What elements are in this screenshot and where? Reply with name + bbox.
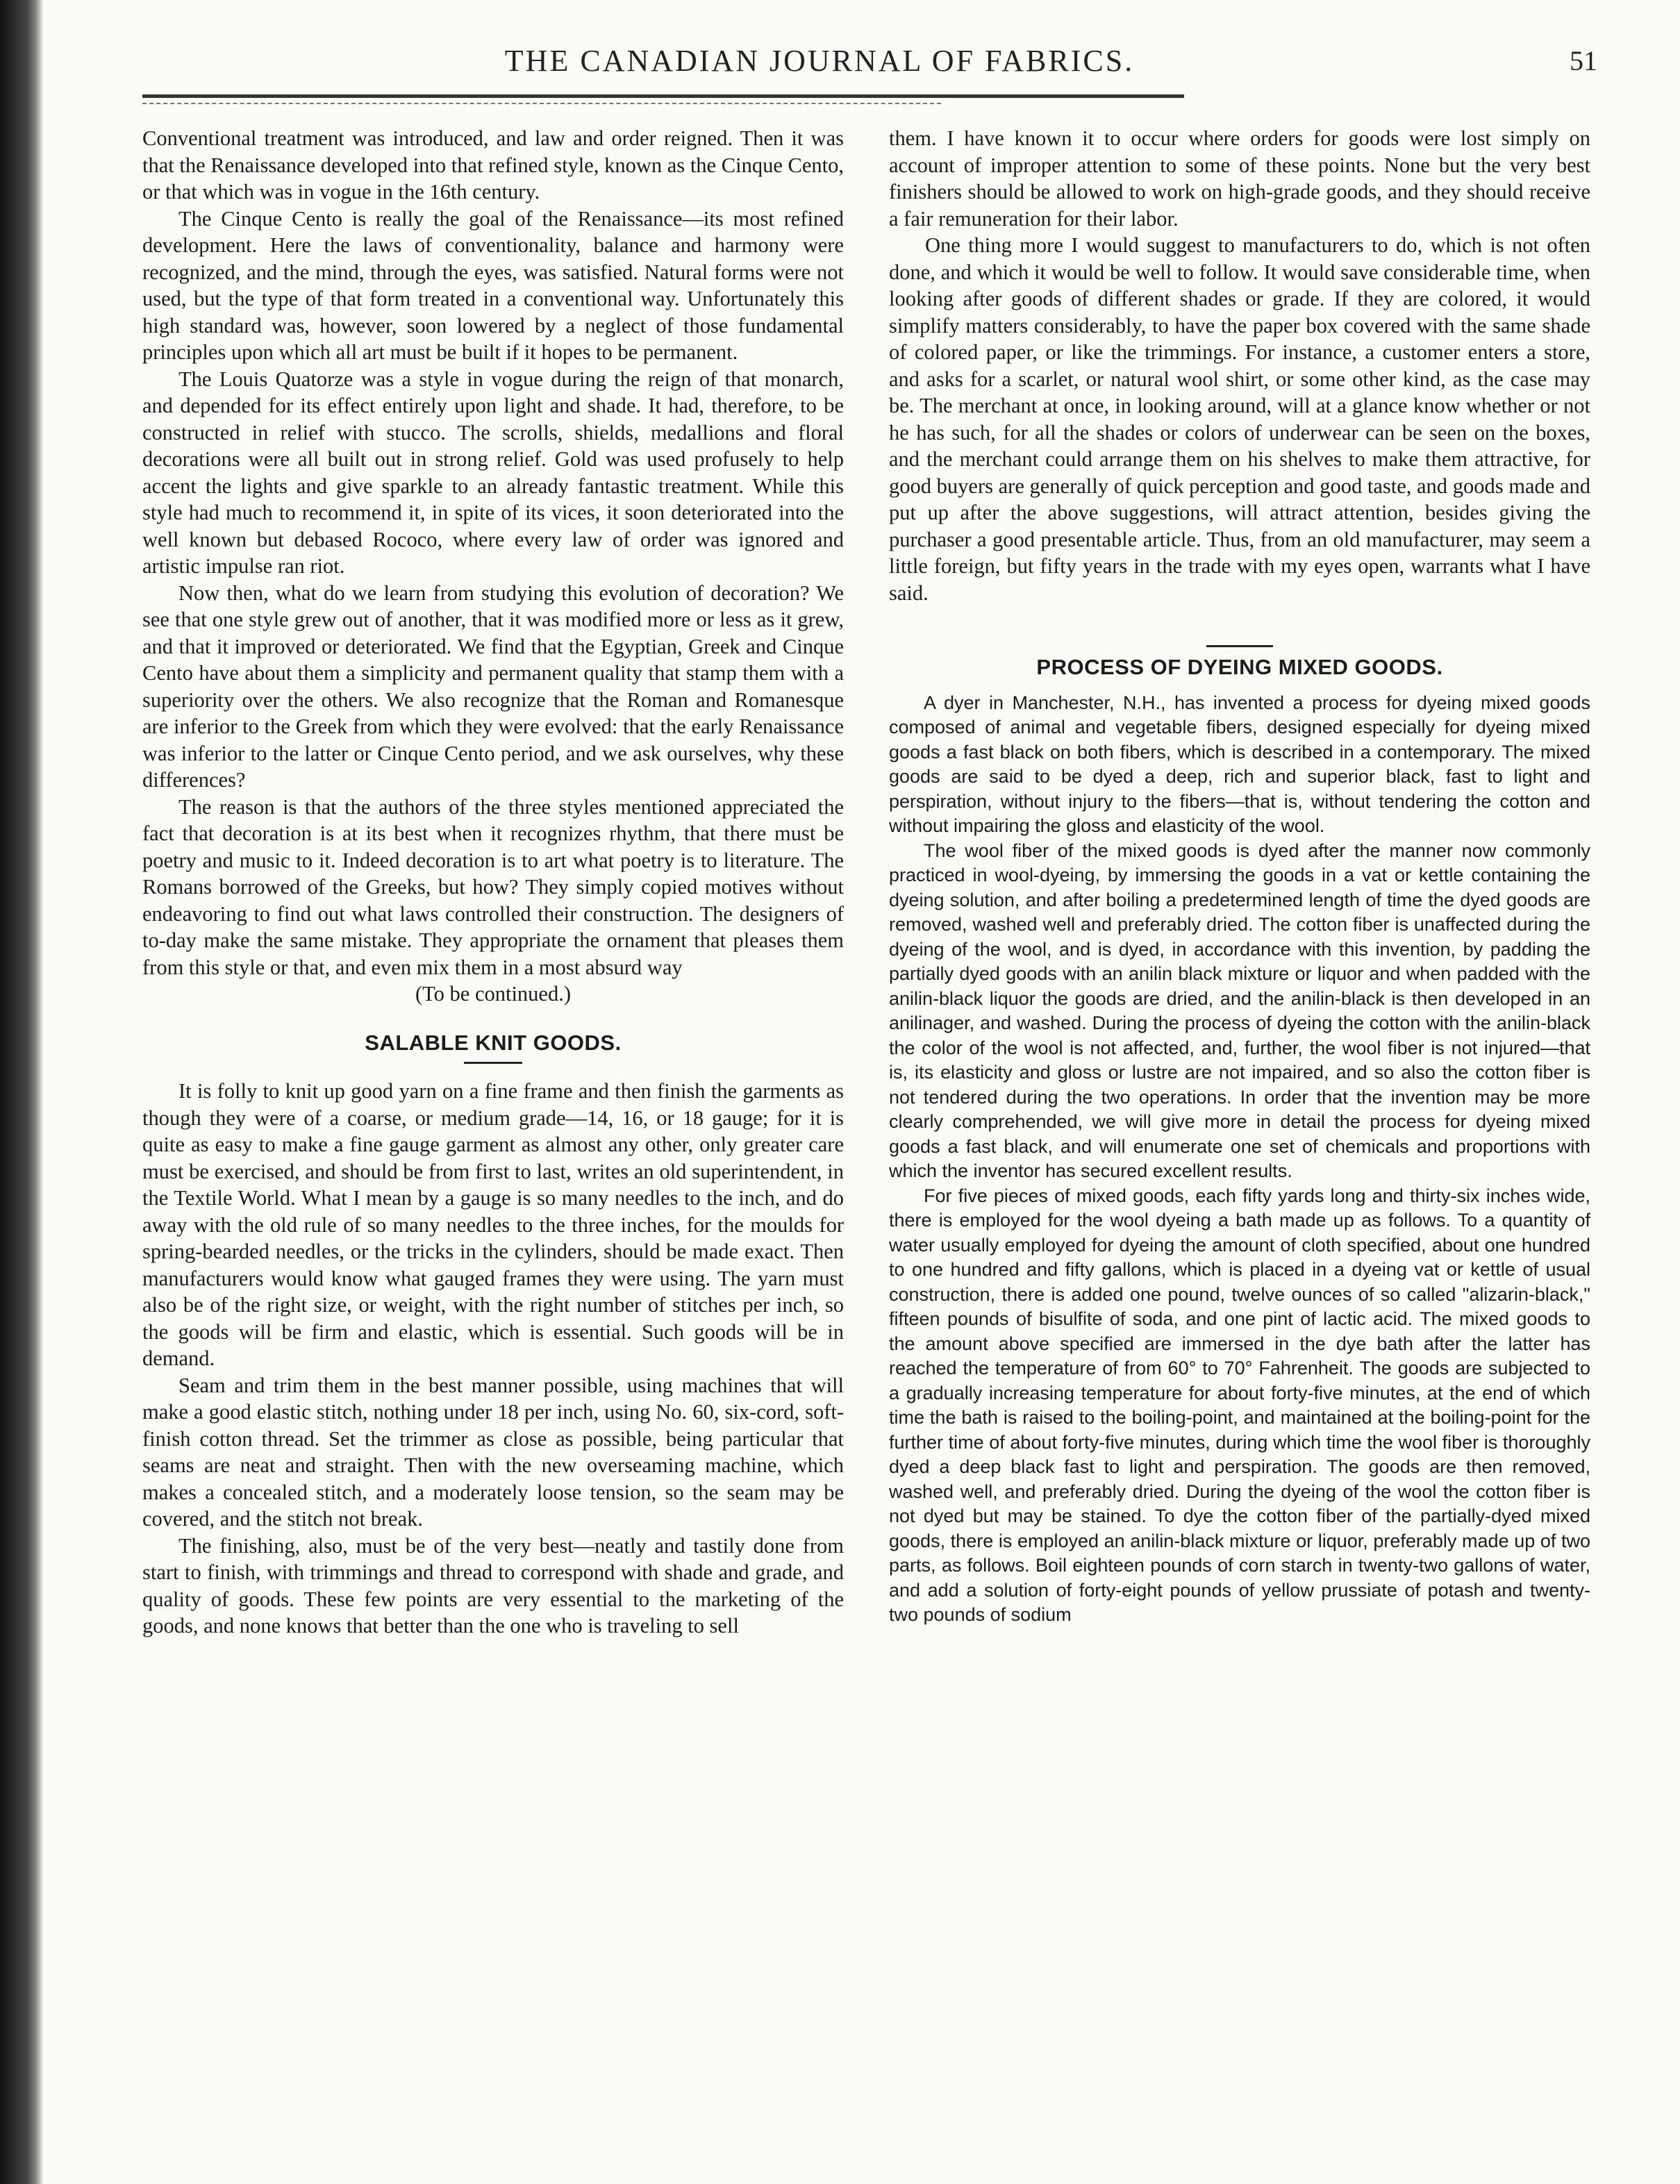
paragraph: A dyer in Manchester, N.H., has invented a process for dyeing mixed goods composed of animal and vegetable fibers, designed especially for dyeing mixed goods a fast black on both fibers, which is described in a contemporary. The mixed goods are said to be dyed a deep, rich and superior black, fast to light and perspiration, without injury to the fibers—that is, without tendering the cotton and without impairing the gloss and elasticity of the wool. [889,692,1590,836]
paragraph: The wool fiber of the mixed goods is dyed after the manner now commonly practiced in wool-dyeing, by immersing the goods in a vat or kettle containing the dyeing solution, and after boiling a predetermined length of time the dyed goods are removed, washed well and preferably dried. The cotton fiber is unaffected during the dyeing of the wool, and is dyed, in accordance with this invention, by padding the partially dyed goods with an anilin black mixture or liquor and when padded with the anilin-black liquor the goods are dried, and the anilin-black is then developed in an anilinager, and washed. During the process of dyeing the cotton with the anilin-black the color of the wool is not affected, and, further, the wool fiber is not injured—that is, its elasticity and gloss or lustre are not impaired, and so also the cotton fiber is not tendered during the two operations. In order that the invention may be more clearly comprehended, we will give more in detail the process for dyeing mixed goods a fast black, and will enumerate one set of chemicals and proportions with which the inventor has secured excellent results. [889,840,1590,1181]
page-number: 51 [1570,45,1597,76]
page-header [125,40,1597,82]
paragraph: Now then, what do we learn from studying this evolution of decoration? We see that one style grew out of another, that it was modified more or less as it grew, and that it improved or deteriorated. We find that the Egyptian, Greek and Cinque Cento have about them a simplicity and permanent quality that stamp them with a superiority over the others. We also recognize that the Roman and Romanesque are inferior to the Greek from which they were evolved: that the early Renaissance was inferior to the latter or Cinque Cento period, and we ask ourselves, why these differences? [142,581,844,792]
paragraph: For five pieces of mixed goods, each fifty yards long and thirty-six inches wide, there is employed for the wool dyeing a bath made up as follows. To a quantity of water usually employed for dyeing the amount of cloth specified, about one hundred to one hundred and fifty gallons, which is placed in a dyeing vat or kettle of usual construction, there is added one pound, twelve ounces of so called "alizarin-black," fifteen pounds of bisulfite of soda, and one pint of lactic acid. The mixed goods to the amount above specified are immersed in the dye bath after the latter has reached the temperature of from 60° to 70° Fahrenheit. The goods are subjected to a gradually increasing temperature for about forty-five minutes, at the end of which time the bath is raised to the boiling-point, and maintained at the boiling-point for the further time of about forty-five minutes, during which time the wool fiber is thoroughly dyed a deep black fast to light and perspiration. The goods are then removed, washed well, and preferably dried. During the dyeing of the wool the cotton fiber is not dyed but may be stained. To dye the cotton fiber of the partially-dyed mixed goods, there is employed an anilin-black mixture or liquor, preferably made up of two parts, as follows. Boil eighteen pounds of corn starch in twenty-two gallons of water, and add a solution of forty-eight pounds of yellow prussiate of potash and twenty-two pounds of sodium [889,1185,1590,1625]
paragraph: Seam and trim them in the best manner possible, using machines that will make a good elastic stitch, nothing under 18 per inch, using No. 60, six-cord, soft-finish cotton thread. Set the trimmer as close as possible, being particular that seams are neat and straight. Then with the new overseaming machine, which makes a concealed stitch, and a moderately loose tension, so the seam may be covered, and the stitch not break. [142,1373,844,1531]
article-title-process-of-dyeing: PROCESS OF DYEING MIXED GOODS. [1036,655,1443,679]
header-rule [142,94,1184,98]
paragraph: The reason is that the authors of the three styles mentioned appreciated the fact that decoration is at its best when it recognizes rhythm, that there must be poetry and music to it. Indeed decoration is to art what poetry is to literature. The Romans borrowed of the Greeks, but how? They simply copied motives without endeavoring to find out what laws controlled their construction. The designers of to-day make the same mistake. They appropriate the ornament that pleases them from this style or that, and even mix them in a most absurd way [142,794,844,979]
dyeing-article-body [889,691,1590,1628]
scan-edge [0,0,43,2184]
paragraph: Conventional treatment was introduced, and law and order reigned. Then it was that the Renaissance developed into that refined style, known as the Cinque Cento, or that which was in vogue in the 16th century. [142,126,844,203]
paragraph: One thing more I would suggest to manufacturers to do, which is not often done, and which it would be well to follow. It would save considerable time, when looking after goods of different shades or grade. If they are colored, it would simplify matters considerably, to have the paper box covered with the same shade of colored paper, or like the trimmings. For instance, a customer enters a store, and asks for a scarlet, or natural wool shirt, or some other kind, as the case may be. The merchant at once, in looking around, will at a glance know whether or not he has such, for all the shades or colors of underwear can be seen on the boxes, and the merchant could arrange them on his shelves to make them attractive, for good buyers are generally of quick perception and good taste, and goods made and put up after the above suggestions, will attract attention, besides giving the purchaser a good presentable article. Thus, from an old manufacturer, may seem a little foreign, but fifty years in the trade with my eyes open, warrants what I have said. [889,233,1590,605]
title-rule [464,1062,522,1064]
paragraph: The Louis Quatorze was a style in vogue during the reign of that monarch, and depended for its effect entirely upon light and shade. It had, therefore, to be constructed in relief with stucco. The scrolls, shields, medallions and floral decorations were all built out in strong relief. Gold was used profusely to help accent the lights and give sparkle to an already fantastic treatment. While this style had much to recommend it, in spite of its vices, it soon deteriorated into the well known but debased Rococo, where every law of order was ignored and artistic impulse ran riot. [142,367,844,578]
left-column [142,125,844,1640]
paragraph: The finishing, also, must be of the very best—neatly and tastily done from start to finish, with trimmings and thread to correspond with shade and grade, and quality of goods. These few points are very essential to the marketing of the goods, and none knows that better than the one who is traveling to sell [142,1533,844,1637]
header-rule-thin [142,103,941,104]
article-title-salable-knit-goods: SALABLE KNIT GOODS. [365,1030,622,1055]
right-column [889,125,1590,1628]
paragraph: It is folly to knit up good yarn on a fine frame and then finish the garments as though they were of a coarse, or medium grade—14, 16, or 18 gauge; for it is quite as easy to make a fine gauge garment as almost any other, only greater care must be exercised, and should be from first to last, writes an old superintendent, in the Textile World. What I mean by a gauge is so many needles to the inch, and do away with the old rule of so many needles to the three inches, for the moulds for spring-bearded needles, or the tricks in the cylinders, should be made exact. Then manufacturers would know what gauged frames they were using. The yarn must also be of the right size, or weight, with the right number of stitches per inch, so the goods will be firm and elastic, which is essential. Such goods will be in demand. [142,1079,844,1370]
journal-title: THE CANADIAN JOURNAL OF FABRICS. [504,44,1135,78]
continued-note: (To be continued.) [415,982,571,1006]
section-divider [1206,645,1273,647]
paragraph: them. I have known it to occur where orders for goods were lost simply on account of improper attention to some of these points. None but the very best finishers should be allowed to work on high-grade goods, and they should receive a fair remuneration for their labor. [889,126,1590,231]
paragraph: The Cinque Cento is really the goal of the Renaissance—its most refined development. Here the laws of conventionality, balance and harmony were recognized, and the mind, through the eyes, was satisfied. Natural forms were not used, but the type of that form treated in a conventional way. Unfortunately this high standard was, however, soon lowered by a neglect of those fundamental principles upon which all art must be built if it hopes to be permanent. [142,206,844,364]
